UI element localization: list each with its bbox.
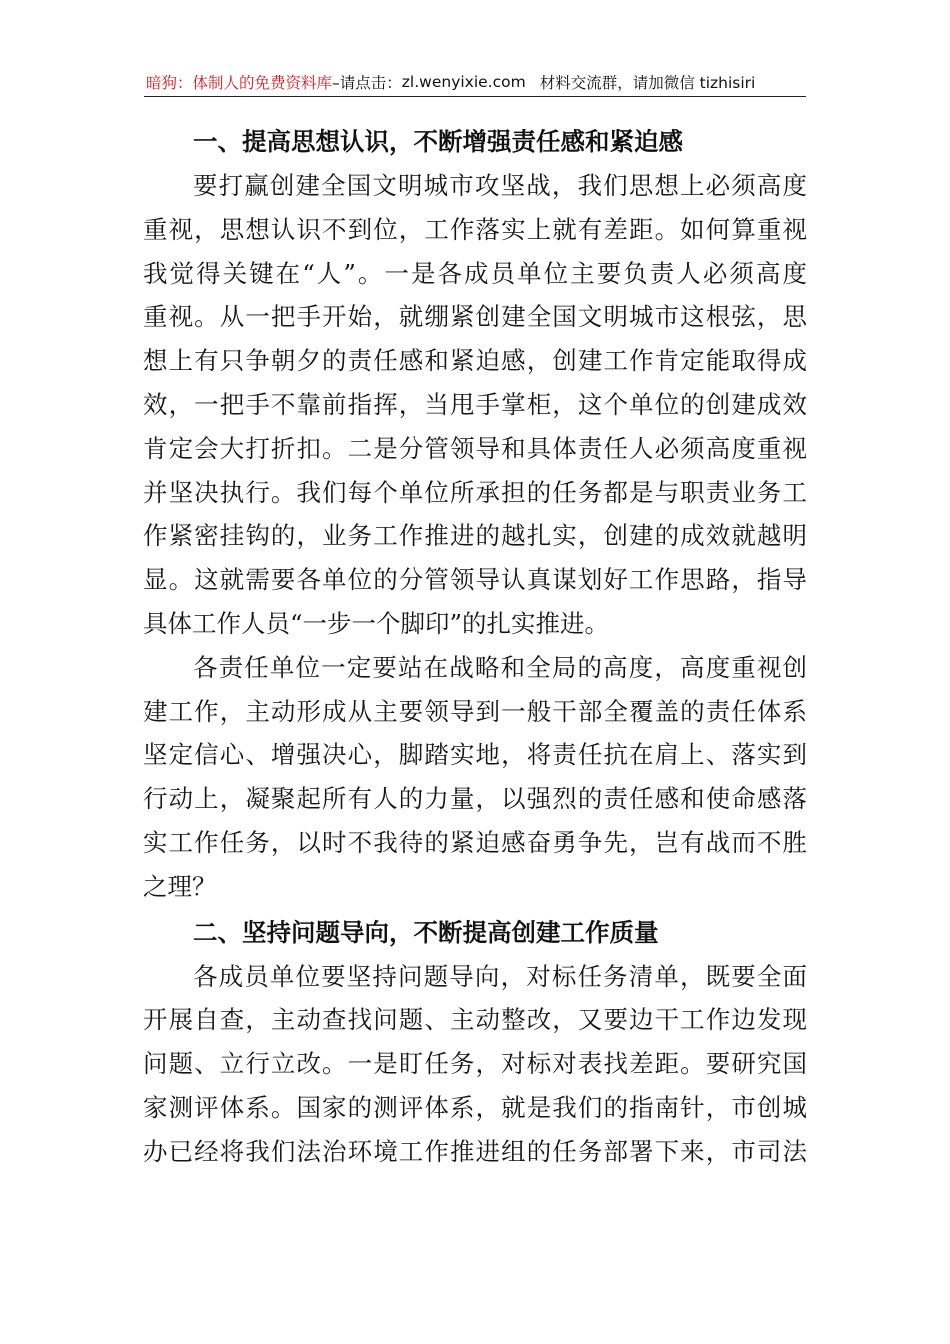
header-wechat-note: 材料交流群，请加微信 tizhisiri bbox=[539, 74, 756, 92]
paragraph-line: 重视。从一把手开始，就绷紧创建全国文明城市这根弦，思 bbox=[143, 302, 807, 332]
paragraph-line: 我觉得关键在“人”。一是各成员单位主要负责人必须高度 bbox=[143, 258, 807, 288]
paragraph-line: 重视，思想认识不到位，工作落实上就有差距。如何算重视 bbox=[143, 214, 807, 244]
paragraph-1-1 bbox=[143, 164, 807, 646]
paragraph-line: 并坚决执行。我们每个单位所承担的任务都是与职责业务工 bbox=[143, 477, 807, 507]
paragraph-line: 开展自查，主动查找问题、主动整改，又要边干工作边发现 bbox=[143, 1005, 807, 1035]
paragraph-line: 想上有只争朝夕的责任感和紧迫感，创建工作肯定能取得成 bbox=[143, 346, 807, 376]
paragraph-line: 各责任单位一定要站在战略和全局的高度，高度重视创 bbox=[193, 652, 807, 682]
header-site-name: 暗狗：体制人的免费资料库 bbox=[146, 74, 333, 92]
paragraph-line: 家测评体系。国家的测评体系，就是我们的指南针，市创城 bbox=[143, 1092, 807, 1122]
paragraph-line: 问题、立行立改。一是盯任务，对标对表找差距。要研究国 bbox=[143, 1049, 807, 1079]
header-url-link[interactable]: zl.wenyixie.com bbox=[401, 73, 526, 91]
paragraph-1-2 bbox=[143, 646, 807, 909]
paragraph-line: 具体工作人员“一步一个脚印”的扎实推进。 bbox=[143, 608, 610, 638]
paragraph-line: 建工作，主动形成从主要领导到一般干部全覆盖的责任体系 bbox=[143, 696, 807, 726]
header-divider bbox=[144, 96, 806, 97]
section-heading-2: 二、坚持问题导向，不断提高创建工作质量 bbox=[193, 917, 659, 947]
page-header bbox=[146, 70, 806, 94]
paragraph-line: 坚定信心、增强决心，脚踏实地，将责任抗在肩上、落实到 bbox=[143, 740, 807, 770]
paragraph-line: 之理？ bbox=[143, 871, 217, 901]
document-body bbox=[143, 118, 807, 1174]
paragraph-line: 实工作任务，以时不我待的紧迫感奋勇争先，岂有战而不胜 bbox=[143, 827, 807, 857]
paragraph-line: 显。这就需要各单位的分管领导认真谋划好工作思路，指导 bbox=[143, 565, 807, 595]
header-click-prompt: –请点击： bbox=[332, 74, 402, 92]
paragraph-2-1 bbox=[143, 955, 807, 1174]
section-heading-1: 一、提高思想认识，不断增强责任感和紧迫感 bbox=[193, 127, 683, 156]
paragraph-line: 各成员单位要坚持问题导向，对标任务清单，既要全面 bbox=[193, 961, 807, 991]
paragraph-line: 行动上，凝聚起所有人的力量，以强烈的责任感和使命感落 bbox=[143, 784, 807, 814]
paragraph-line: 肯定会大打折扣。二是分管领导和具体责任人必须高度重视 bbox=[143, 433, 807, 463]
paragraph-line: 要打赢创建全国文明城市攻坚战，我们思想上必须高度 bbox=[193, 171, 807, 200]
paragraph-line: 效，一把手不靠前指挥，当甩手掌柜，这个单位的创建成效 bbox=[143, 389, 807, 419]
paragraph-line: 作紧密挂钩的，业务工作推进的越扎实，创建的成效就越明 bbox=[143, 521, 807, 551]
paragraph-line: 办已经将我们法治环境工作推进组的任务部署下来，市司法 bbox=[143, 1136, 807, 1166]
